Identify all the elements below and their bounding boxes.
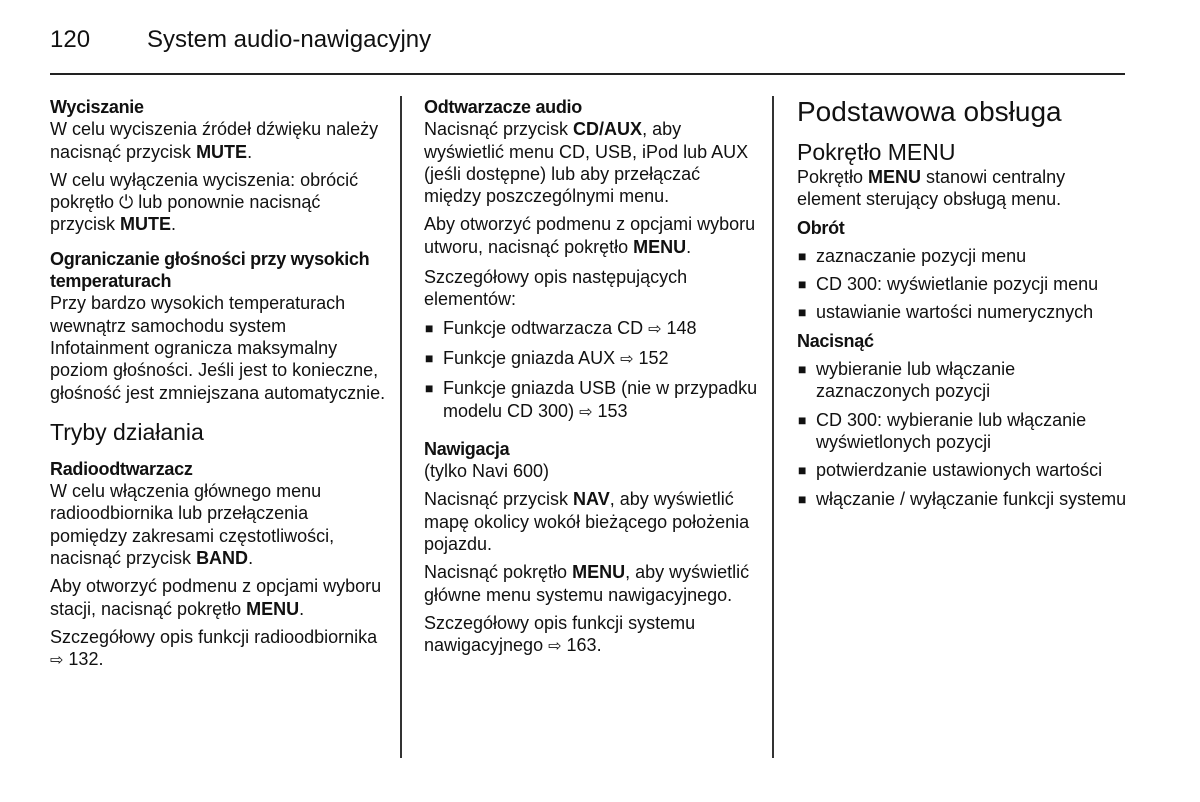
- section-title: Tryby działania: [50, 418, 204, 445]
- section-heading: Ograniczanie głośności przy wysokich temperaturach: [50, 248, 370, 292]
- text: W celu wyłączenia wyciszenia: obrócić pokrętło: [50, 169, 359, 213]
- paragraph: [50, 169, 390, 236]
- page-title: System audio-nawigacyjny: [147, 26, 432, 53]
- reference-arrow-icon: ⇨: [579, 403, 593, 421]
- page-reference[interactable]: 148: [666, 317, 697, 338]
- list-item: ■ włączanie / wyłączanie funkcji systemu: [797, 488, 1132, 510]
- column-divider: [772, 96, 774, 758]
- section-heading: Nacisnąć: [797, 330, 874, 351]
- list-item: [424, 347, 759, 371]
- paragraph: [424, 118, 759, 207]
- list-item: ■ wybieranie lub włączanie zaznaczonych pozycji: [797, 358, 1132, 403]
- section-heading: Obrót: [797, 217, 845, 238]
- column-divider: [400, 96, 402, 758]
- cd-aux-label: CD/AUX: [573, 119, 643, 140]
- text: Szczegółowy opis funkcji radioodbiornika: [50, 626, 378, 647]
- section-heading: Wyciszanie: [50, 97, 144, 117]
- page-header: [50, 26, 431, 54]
- list-item: [424, 317, 759, 341]
- paragraph: [50, 575, 390, 620]
- rotate-list: [797, 245, 1132, 324]
- list-item: ■ CD 300: wyświetlanie pozycji menu: [797, 273, 1132, 295]
- text: .: [171, 214, 177, 235]
- text: Nacisnąć przycisk: [424, 489, 574, 510]
- reference-arrow-icon: ⇨: [648, 320, 662, 338]
- paragraph: [797, 166, 1132, 211]
- reference-arrow-icon: ⇨: [50, 652, 64, 670]
- reference-list: [424, 317, 759, 424]
- paragraph: Przy bardzo wysokich temperaturach wewnątrz samochodu system Infotainment ogranicza maksymalny poziom głośności. Jeśli jest to konieczne, głośność jest zmniejszana automatycznie.: [50, 293, 386, 403]
- page-reference[interactable]: 153: [597, 400, 628, 421]
- paragraph: [50, 480, 390, 569]
- text: Aby otworzyć podmenu z opcjami wyboru stacji, nacisnąć pokrętło: [50, 576, 382, 619]
- text: .: [98, 649, 104, 670]
- list-item: ■ zaznaczanie pozycji menu: [797, 245, 1132, 267]
- page-reference[interactable]: 152: [638, 347, 669, 368]
- list-item: ■ CD 300: wybieranie lub włączanie wyświetlonych pozycji: [797, 409, 1132, 454]
- mute-label: MUTE: [120, 214, 172, 235]
- menu-label: MENU: [868, 167, 922, 187]
- list-item: ■ potwierdzanie ustawionych wartości: [797, 459, 1132, 481]
- menu-label: MENU: [633, 236, 687, 257]
- text: Nacisnąć przycisk: [424, 119, 574, 140]
- text: Szczegółowy opis funkcji systemu nawigacyjnego: [424, 612, 696, 656]
- text: .: [596, 635, 602, 656]
- text: .: [248, 548, 254, 569]
- band-label: BAND: [196, 548, 249, 569]
- paragraph: [424, 488, 759, 555]
- section-heading: Odtwarzacze audio: [424, 97, 582, 117]
- text: Aby otworzyć podmenu z opcjami wyboru utworu, nacisnąć pokrętło: [424, 214, 756, 257]
- text: Pokrętło: [797, 167, 869, 187]
- paragraph: [424, 213, 759, 258]
- text: Funkcje odtwarzacza CD: [443, 317, 649, 338]
- page-reference[interactable]: 163: [566, 635, 597, 656]
- reference-arrow-icon: ⇨: [548, 638, 562, 656]
- column-left: [50, 96, 390, 673]
- header-rule: [50, 73, 1125, 75]
- column-right: [797, 96, 1132, 510]
- page-number: 120: [50, 26, 91, 53]
- text: , aby wyświetlić mapę okolicy wokół bieżącego położenia pojazdu.: [424, 489, 750, 555]
- section-heading: Nawigacja: [424, 438, 510, 459]
- text: .: [247, 141, 253, 162]
- text: Nacisnąć pokrętło: [424, 562, 573, 583]
- paragraph: [50, 118, 390, 163]
- paragraph: [424, 612, 759, 659]
- nav-label: NAV: [573, 489, 610, 510]
- mute-label: MUTE: [196, 141, 248, 162]
- list-item: ■ ustawianie wartości numerycznych: [797, 301, 1132, 323]
- text: lub ponownie nacisnąć przycisk: [50, 192, 321, 235]
- press-list: [797, 358, 1132, 510]
- paragraph: [424, 561, 759, 606]
- text: stanowi centralny element sterujący obsługą menu.: [797, 167, 1066, 210]
- list-item: [424, 377, 759, 424]
- text: W celu włączenia głównego menu radioodbiornika lub przełączenia pomiędzy zakresami częstotliwości, nacisnąć przycisk: [50, 481, 335, 569]
- power-knob-icon: ⏻: [119, 192, 134, 213]
- text: , aby wyświetlić główne menu systemu nawigacyjnego.: [424, 562, 750, 605]
- text: Funkcje gniazda AUX: [443, 347, 621, 368]
- text: W celu wyciszenia źródeł dźwięku należy nacisnąć przycisk: [50, 119, 379, 162]
- section-heading: Radioodtwarzacz: [50, 458, 193, 479]
- section-title: Podstawowa obsługa: [797, 96, 1062, 127]
- page-reference[interactable]: 132: [68, 649, 99, 670]
- menu-label: MENU: [572, 562, 626, 583]
- text: .: [299, 598, 305, 619]
- text: Funkcje gniazda USB (nie w przypadku modelu CD 300): [443, 378, 758, 421]
- reference-arrow-icon: ⇨: [620, 350, 634, 368]
- menu-label: MENU: [246, 598, 300, 619]
- column-middle: [424, 96, 759, 659]
- paragraph: (tylko Navi 600): [424, 461, 550, 482]
- text: , aby wyświetlić menu CD, USB, iPod lub AUX (jeśli dostępne) lub aby przełączać między poszczególnymi menu.: [424, 119, 749, 207]
- paragraph: Szczegółowy opis następujących elementów:: [424, 267, 688, 310]
- text: .: [686, 236, 692, 257]
- paragraph: [50, 626, 390, 673]
- subsection-title: Pokrętło MENU: [797, 139, 956, 165]
